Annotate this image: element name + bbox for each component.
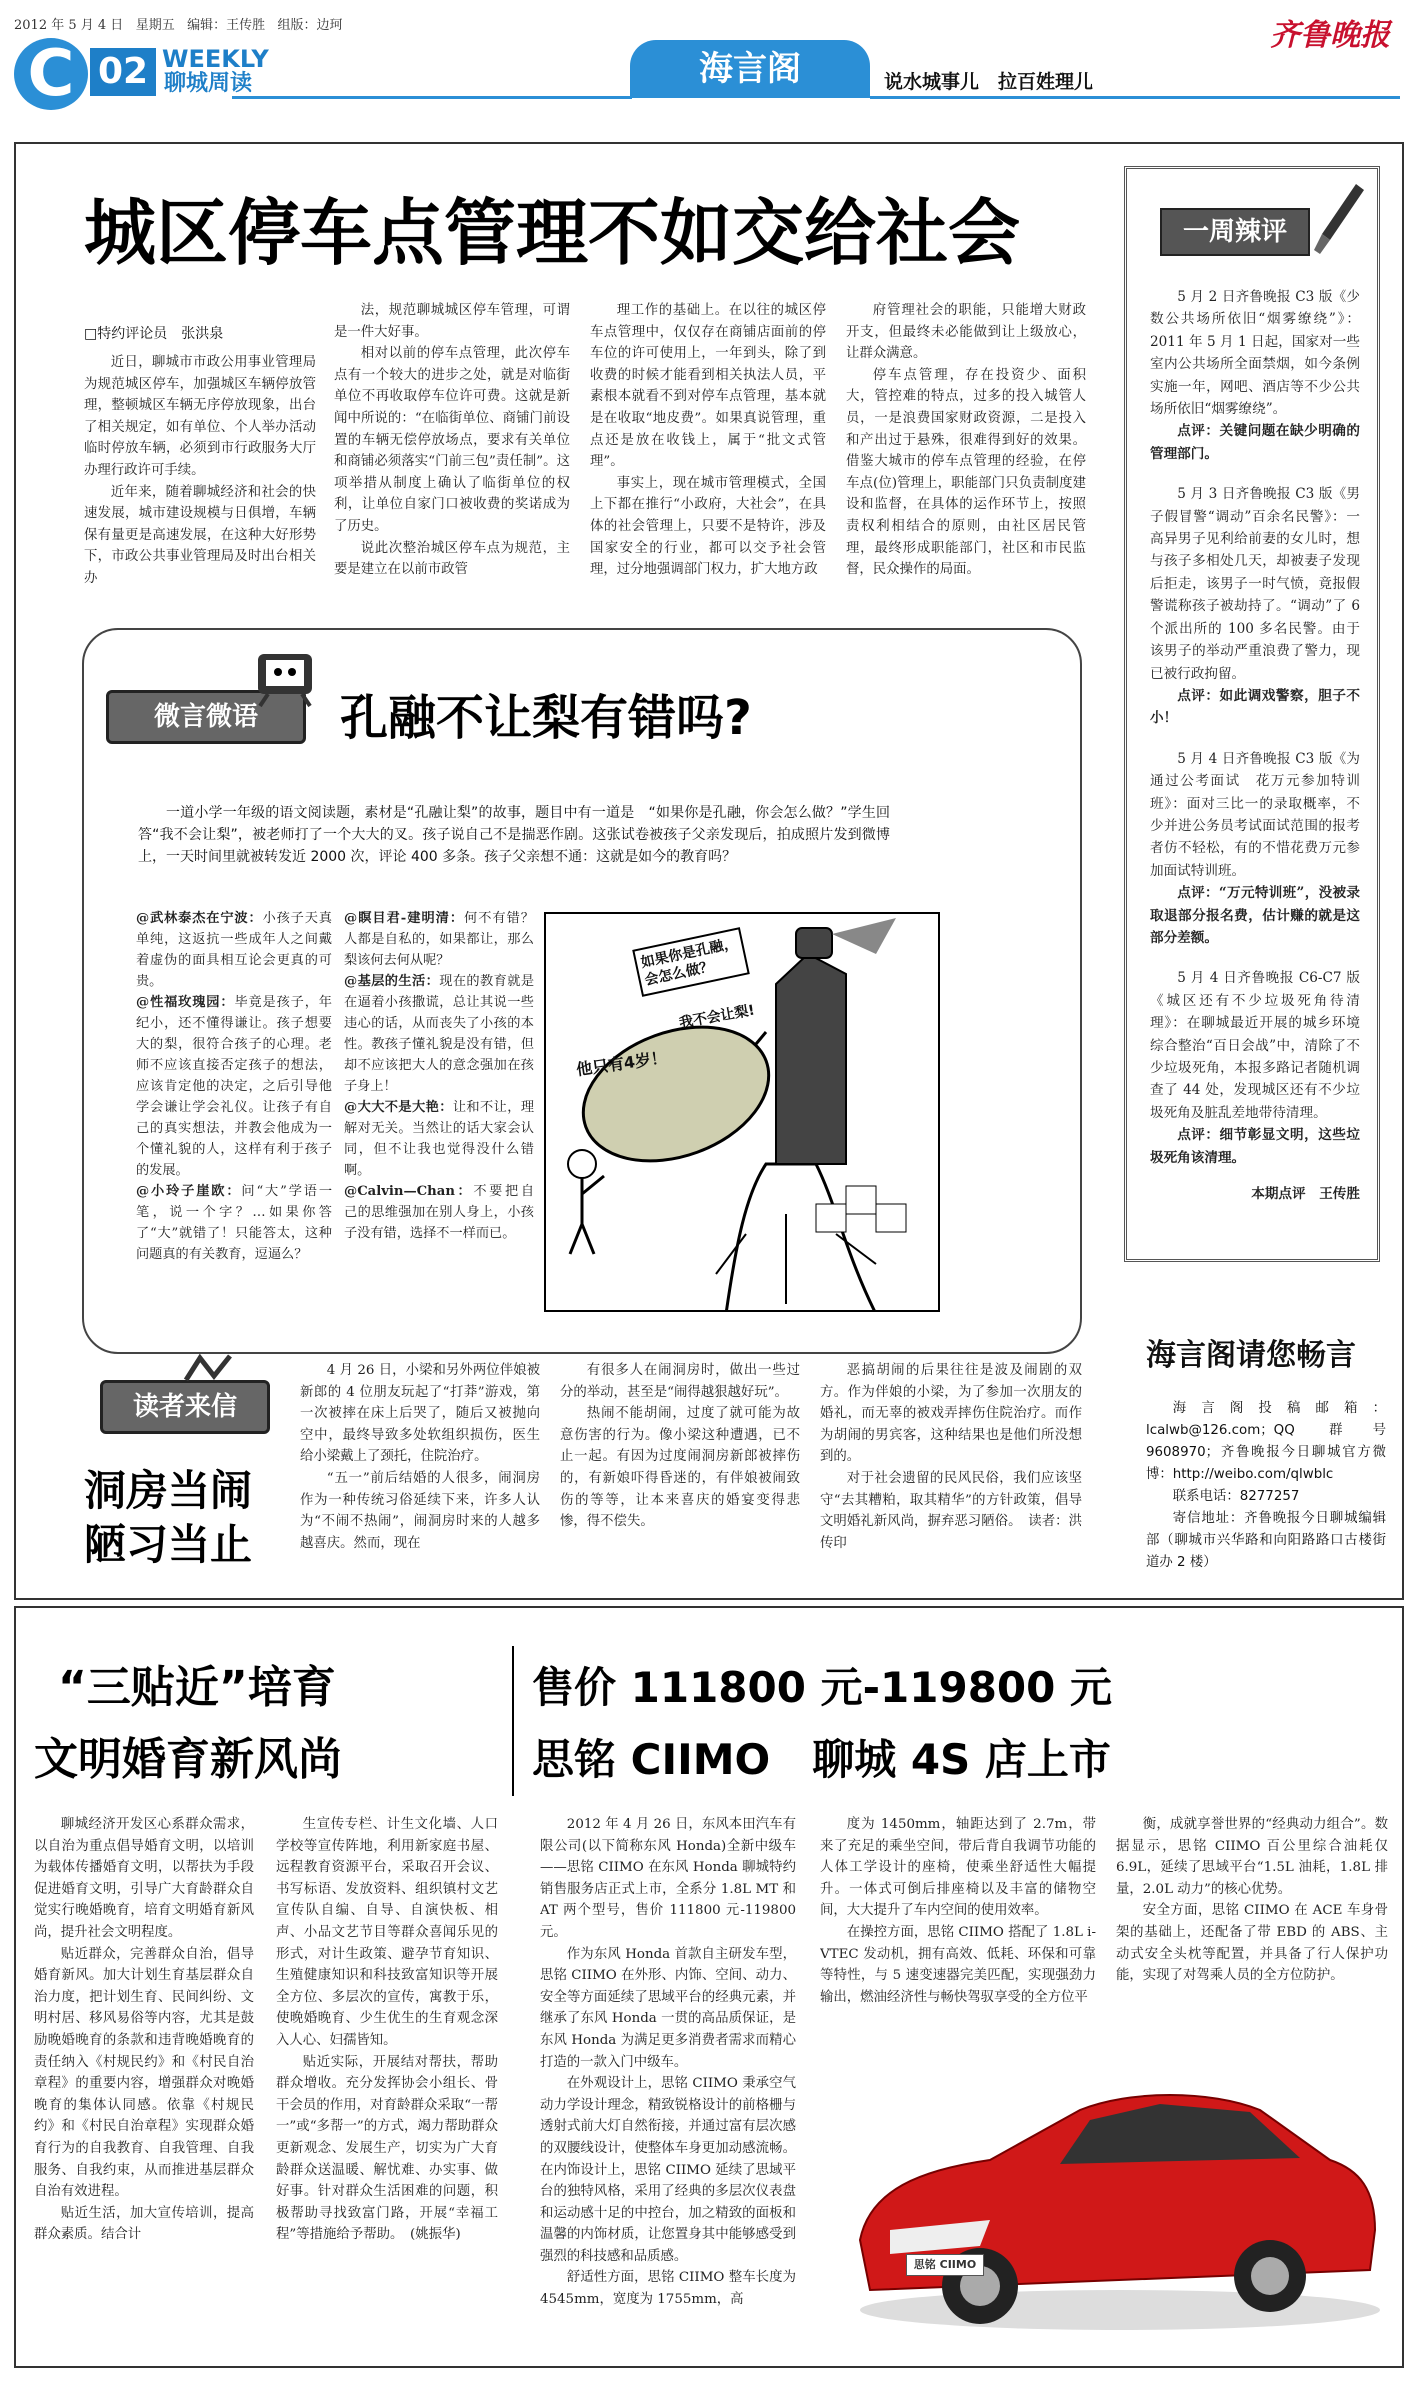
header-weekday: 星期五: [135, 18, 175, 33]
contact-address: 寄信地址：齐鲁晚报今日聊城编辑部（聊城市兴华路和向阳路路口古楼街道办 2 楼）: [1146, 1511, 1386, 1570]
header-date: 2012 年 5 月 4 日: [14, 18, 124, 33]
contact-title: 海言阁请您畅言: [1146, 1338, 1356, 1373]
page-number: 02: [90, 48, 156, 96]
weekly-cn: 聊城周读: [164, 71, 253, 96]
weekly-item-point: [1150, 420, 1360, 465]
reader-paragraph: 热闹不能胡闹，过度了就可能为故意伤害的行为。像小梁这种遭遇，已不止一起。有因为过度闹洞房新郎被摔伤的，有新娘吓得昏迷的，有伴娘被闹致伤的等等，让本来喜庆的婚宴变得悲惨，得不偿失。: [560, 1406, 800, 1530]
micro-comment-text: 毕竟是孩子，年纪小，还不懂得谦让。孩子想要大的梨，很符合孩子的心理。老师不应该直接否定孩子的想法，应该肯定他的决定，之后引导他学会谦让学会礼仪。让孩子有自己的真实想法，并教会他成为一个懂礼貌的人，这样有利于孩子的发展。: [136, 995, 332, 1178]
ad2-paragraph: 度为 1450mm，轴距达到了 2.7m，带来了充足的乘坐空间，带后背自我调节功能的人体工学设计的座椅，使乘坐舒适性大幅提升。一体式可倒后排座椅以及丰富的储物空间，大大提升了车内空间的使用效率。: [820, 1817, 1096, 1919]
ad2-column-2: [820, 1814, 1096, 2014]
column-name: 海言阁: [699, 49, 801, 89]
advertorial-divider: [512, 1646, 514, 1796]
micro-comments-left: [136, 908, 332, 1304]
ad2-paragraph: 在外观设计上，思铭 CIIMO 秉承空气动力学设计理念，精致锐格设计的前格栅与透射式前大灯自然衔接，并通过富有层次感的双腰线设计，使整体车身更加动感流畅。在内饰设计上，思铭 CIIMO 延续了思域平台的独特风格，采用了经典的多层次仪表盘和运动感十足的中控台，加之精致的面板和温馨的内饰材质，让您置身其中能够感受到强烈的科技感和品质感。: [540, 2076, 796, 2264]
micro-comment-user: @小玲子崖欧：: [136, 1184, 242, 1199]
weekly-item-text: 5 月 2 日齐鲁晚报 C3 版《少数公共场所依旧“烟雾缭绕”》：2011 年 5 月 1 日起，国家对一些室内公共场所全面禁烟，如今条例实施一年，网吧、酒店等不少公共场所依旧“烟雾缭绕”。: [1150, 289, 1360, 418]
weekly-item-point: [1150, 685, 1360, 730]
lead-byline: □特约评论员 张洪泉: [84, 326, 224, 342]
tv-character-icon: [250, 648, 330, 710]
lead-paragraph: 近年来，随着聊城经济和社会的快速发展，城市建设规模与日俱增，车辆保有量更是高速发展，在这种大好形势下，市政公共事业管理局及时出台相关办: [84, 484, 316, 586]
micro-comment: [136, 1181, 332, 1265]
lead-headline: 城区停车点管理不如交给社会: [84, 191, 1021, 275]
ad2-paragraph: 舒适性方面，思铭 CIIMO 整车长度为 4545mm，宽度为 1755mm，高: [540, 2270, 796, 2308]
contact-text: 海言阁投稿邮箱：lcalwb@126.com；QQ 群号 9608970；齐鲁晚报今日聊城官方微博：http://weibo.com/qlwblc: [1146, 1401, 1386, 1482]
section-letter: C: [27, 37, 75, 111]
ad2-paragraph: 作为东风 Honda 首款自主研发车型，思铭 CIIMO 在外形、内饰、空间、动力、安全等方面延续了思域平台的经典元素，并继承了东风 Honda 一贯的高品质保证，是东风 Honda 为满足更多消费者需求而精心打造的一款入门中级车。: [540, 1946, 796, 2070]
cartoon-bubble-answer-text: 我不会让梨!: [677, 1002, 756, 1032]
micro-badge-text: 微言微语: [153, 702, 258, 732]
micro-comment-user: @基层的生活：: [344, 974, 440, 989]
micro-comment-text: 不要把自己的思维强加在别人身上，小孩子没有错，选择不一样而已。: [344, 1184, 534, 1241]
ad2-title-line1: 售价 111800 元-119800 元: [532, 1663, 1112, 1712]
micro-title: 孔融不让梨有错吗?: [340, 690, 752, 746]
ad2-column-3: [1116, 1814, 1388, 2014]
micro-comments-right: [344, 908, 534, 1304]
cartoon: [544, 912, 940, 1312]
ad1-paragraph: 贴近群众，完善群众自治，倡导婚育新风。加大计划生育基层群众自治力度，把计划生育、民间纠纷、文明村居、移风易俗等内容，尤其是鼓励晚婚晚育的条款和违背晚婚晚育的责任纳入《村规民约》和《村民自治章程》的重要内容，增强群众对晚婚晚育的集体认同感。依靠《村规民约》和《村民自治章程》实现群众婚育行为的自我教育、自我管理、自我服务、自我约束，从而推进基层群众自治有效进程。: [34, 1946, 254, 2200]
weekly-point-text: 细节彰显文明，这些垃圾死角该清理。: [1150, 1127, 1360, 1166]
ad1-paragraph: 贴近生活，加大宣传培训，提高群众素质。结合计: [34, 2205, 254, 2243]
weekly-item: [1150, 967, 1360, 1169]
car-plate-text: 思铭 CIIMO: [913, 2258, 977, 2271]
ad2-column-1: [540, 1814, 796, 2358]
micro-intro-text: 一道小学一年级的语文阅读题，素材是“孔融让梨”的故事，题目中有一道是 “如果你是孔融，你会怎么做？”学生回答“我不会让梨”，被老师打了一个大大的叉。孩子说自己不是揣恶作剧。这张试卷被孩子父亲发现后，拍成照片发到微博上，一天时间里就被转发近 2000 次，评论 400 多条。孩子父亲想不通：这就是如今的教育吗？: [138, 805, 890, 865]
lead-paragraph: 法，规范聊城城区停车管理，可谓是一件大好事。: [334, 303, 570, 340]
reader-paragraph: 4 月 26 日，小梁和另外两位伴娘被新郎的 4 位朋友玩起了“打莽”游戏，第一次被摔在床上后哭了，随后又被抛向空中，最终导致多处软组织损伤，医生给小梁戴上了颈托，住院治疗。: [300, 1363, 540, 1465]
micro-comment-text: 问“大”学语一笔，说一个字？…如果你答了“大”就错了！只能答太，这种问题真的有关教育，逗逼么？: [136, 1184, 332, 1262]
weekly-signoff: 本期点评 王传胜: [1251, 1186, 1360, 1203]
weekly-en: WEEKLY: [162, 45, 269, 73]
lead-paragraph: 府管理社会的职能，只能增大财政开支，但最终未必能做到让上级放心，让群众满意。: [846, 303, 1086, 362]
micro-comment-text: 何不有错？人都是自私的，如果都让，那么梨该何去何从呢？: [344, 911, 534, 968]
ad1-title-line2: 文明婚育新风尚: [34, 1734, 342, 1785]
weekly-item: [1150, 286, 1360, 465]
weekly-point-text: “万元特训班”，没被录取退部分报名费，估计赚的就是这部分差额。: [1150, 885, 1360, 946]
weekly-point-text: 如此调戏警察，胆子不小！: [1150, 687, 1360, 727]
lead-column-2: [334, 300, 570, 604]
header-layout: 组版：边珂: [277, 18, 343, 33]
weekly-point-label: 点评：: [1177, 885, 1219, 902]
micro-comment-user: @Calvin—Chan：: [344, 1184, 474, 1199]
lead-column-4: [846, 300, 1086, 604]
reader-paragraph: 恶搞胡闹的后果往往是波及闹剧的双方。作为伴娘的小梁，为了参加一次朋友的婚礼，而无辜的被戏弄摔伤住院治疗。而作为胡闹的男宾客，这种结果也是他们所没想到的。: [820, 1363, 1082, 1465]
lead-paragraph: 事实上，现在城市管理模式，全国上下都在推行“小政府，大社会”，在具体的社会管理上，只要不是特许，涉及国家安全的行业，都可以交予社会管理，过分地强调部门权力，扩大地方政: [590, 475, 826, 578]
reader-column-3: [820, 1360, 1082, 1576]
ad1-paragraph: 生宣传专栏、计生文化墙、人口学校等宣传阵地，利用新家庭书屋、远程教育资源平台，采取召开会议、书写标语、发放资料、组织镇村文艺宣传队自编、自导、自演快板、相声、小品文艺节目等群众喜闻乐见的形式，对计生政策、避孕节育知识、生殖健康知识和科技致富知识等开展全方位、多层次的宣传，寓教于乐，使晚婚晚育、少生优生的生育观念深入人心、妇孺皆知。: [276, 1817, 498, 2048]
weekly-review-title: [1160, 208, 1310, 256]
ad1-paragraph: 贴近实际，开展结对帮扶，帮助群众增收。充分发挥协会小组长、骨干会员的作用，对育龄群众采取“一帮一”或“多帮一”的方式，竭力帮助群众更新观念、发展生产，切实为广大育龄群众送温暖、解忧难、办实事、做好事。针对群众生活困难的问题，积极帮助寻找致富门路，开展“幸福工程”等措施给予帮助。 (姚振华): [276, 2054, 498, 2243]
micro-comment: [344, 908, 534, 971]
column-tab: [630, 40, 870, 98]
reader-column-2: [560, 1360, 800, 1576]
weekly-item-text: 5 月 4 日齐鲁晚报 C6-C7 版《城区还有不少垃圾死角待清理》：在聊城最近开展的城乡环境综合整治“百日会战”中，清除了不少垃圾死角，本报多路记者随机调查了 44 处，发现城区还有不少垃圾死角及脏乱差地带待清理。: [1150, 970, 1360, 1121]
weekly-item-point: [1150, 1124, 1360, 1169]
micro-comment-user: @大大不是大艳：: [344, 1100, 453, 1115]
cartoon-caption-text: 他只有4岁！: [575, 1047, 668, 1080]
lead-paragraph: 说此次整治城区停车点为规范，主要是建立在以前市政管: [334, 540, 570, 578]
weekly-item: [1150, 483, 1360, 729]
contact-phone: 联系电话：8277257: [1172, 1489, 1300, 1504]
micro-comment: [344, 1181, 534, 1244]
header-rule-right: [870, 96, 1400, 99]
header-editor: 编辑：王传胜: [187, 18, 266, 33]
header-rule: [232, 96, 632, 99]
ad2-title: [532, 1652, 1112, 1796]
micro-comment: [136, 992, 332, 1181]
micro-comment-user: @武林泰杰在宁波：: [136, 911, 263, 926]
micro-comment: [344, 1097, 534, 1181]
micro-comment-user: @性福玫瑰园：: [136, 995, 235, 1010]
ad2-paragraph: 衡，成就享誉世界的“经典动力组合”。数据显示，思铭 CIIMO 百公里综合油耗仅 6.9L，延续了思域平台“1.5L 油耗，1.8L 排量，2.0L 动力”的核心优势。: [1116, 1817, 1388, 1897]
weekly-review-title-text: 一周辣评: [1182, 217, 1287, 247]
weekly-item-point: [1150, 882, 1360, 949]
reader-paragraph: 对于社会遗留的民风民俗，我们应该坚守“去其糟粕，取其精华”的方针政策，倡导文明婚礼新风尚，摒弃恶习陋俗。 读者：洪传印: [820, 1470, 1082, 1551]
ad1-title-line1: “三贴近”培育: [58, 1662, 336, 1713]
ad1-column-1: [34, 1814, 254, 2358]
micro-comment-text: 小孩子天真单纯，这返抗一些成年人之间戴着虚伪的面具相互论会更真的可贵。: [136, 911, 332, 989]
ad2-paragraph: 安全方面，思铭 CIIMO 在 ACE 车身骨架的基础上，还配备了带 EBD 的 ABS、主动式安全头枕等配置，并具备了行人保护功能，实现了对驾乘人员的全方位防护。: [1116, 1903, 1388, 1984]
micro-comment-user: @瞑目君-建明清：: [344, 911, 465, 926]
lead-paragraph: 近日，聊城市市政公用事业管理局为规范城区停车，加强城区车辆停放管理，整顿城区车辆无序停放现象，出台了相关规定，如有单位、个人举办活动临时停放车辆，必须到市行政服务大厅办理行政许可手续。: [84, 355, 316, 478]
reader-title-line1: 洞房当闹: [84, 1466, 253, 1515]
header-date-line: [14, 14, 343, 33]
ad1-paragraph: 聊城经济开发区心系群众需求，以自治为重点倡导婚育文明，以培训为载体传播婚育文明，以帮扶为手段促进婚育文明，引导广大育龄群众自觉实行晚婚晚育，培育文明婚育新风尚，提升社会文明程度。: [34, 1817, 254, 1940]
reader-column-1: [300, 1360, 540, 1576]
masthead-logo: 齐鲁晚报: [1270, 18, 1390, 53]
ad2-title-line2: 思铭 CIIMO 聊城 4S 店上市: [532, 1735, 1111, 1784]
weekly-point-text: 关键问题在缺少明确的管理部门。: [1150, 423, 1360, 462]
reader-title-line2: 陋习当止: [84, 1520, 253, 1569]
reader-paragraph: 有很多人在闹洞房时，做出一些过分的举动，甚至是“闹得越狠越好玩”。: [560, 1363, 800, 1400]
ad1-column-2: [276, 1814, 498, 2358]
micro-intro: [138, 802, 890, 868]
weekly-item: [1150, 748, 1360, 950]
weekly-item-text: 5 月 4 日齐鲁晚报 C3 版《为通过公考面试 花万元参加特训班》：面对三比一的录取概率，不少并进公务员考试面试范围的报考者仿不轻松，有的不惜花费万元参加面试特训班。: [1150, 750, 1360, 879]
reader-title: [84, 1464, 252, 1572]
weekly-review-body: [1150, 286, 1360, 1224]
micro-comment: [344, 971, 534, 1097]
ad2-paragraph: 在操控方面，思铭 CIIMO 搭配了 1.8L i-VTEC 发动机，拥有高效、低耗、环保和可靠等特性，与 5 速变速器完美匹配，实现强劲力输出，燃油经济性与畅快驾驭享受的全方位平: [820, 1924, 1096, 2005]
reader-badge-text: 读者来信: [132, 1392, 237, 1422]
micro-comment-text: 让和不让，理解对无关。当然让的话大家会认同，但不让我也觉得没什么错啊。: [344, 1100, 534, 1178]
reader-paragraph: “五一”前后结婚的人很多，闹洞房作为一种传统习俗延续下来，许多人认为“不闹不热闹”，闹洞房时来的人越多越喜庆。然而，现在: [300, 1470, 540, 1551]
ad2-paragraph: 2012 年 4 月 26 日，东风本田汽车有限公司(以下简称东风 Honda)全新中级车——思铭 CIIMO 在东风 Honda 聊城特约销售服务店正式上市，全系分 1.8L MT 和 AT 两个型号，售价 111800 元-119800 元。: [540, 1817, 796, 1940]
slogan: 说水城事儿 拉百姓理儿: [884, 71, 1094, 93]
lead-paragraph: 相对以前的停车点管理，此次停车点有一个较大的进步之处，就是对临街单位不再收取停车位许可费。这就是新闻中所说的：“在临街单位、商铺门前设置的车辆无偿停放场点，要求有关单位和商铺必须落实“门前三包”责任制”。这项举措从制度上确认了临街单位的权利，让单位自家门口被收费的奖诺成为了历史。: [334, 346, 570, 534]
lead-column-3: [590, 300, 826, 604]
lead-column-1: [84, 352, 316, 604]
micro-comment: [136, 908, 332, 992]
car-image: [830, 2040, 1390, 2340]
cheering-icon: [180, 1350, 240, 1390]
section-logo: [14, 38, 88, 110]
car-plate: [906, 2254, 984, 2276]
weekly-item-text: 5 月 3 日齐鲁晚报 C3 版《男子假冒警“调动”百余名民警》：一高异男子见利给前妻的女儿时，想与孩子多相处几天，却被妻子发现后拒走，该男子一时气愤，竟报假警谎称孩子被劫持了。“调动”了 6 个派出所的 100 多名民警。由于该男子的举动严重浪费了警力，现已被行政拘留。: [1150, 486, 1360, 682]
contact-info: [1146, 1398, 1386, 1574]
micro-comment-text: 现在的教育就是在逼着小孩撒谎，总让其说一些违心的话，从而丧失了小孩的本性。教孩子懂礼貌是没有错，但却不应该把大人的意念强加在孩子身上！: [344, 974, 534, 1094]
lead-paragraph: 停车点管理，存在投资少、面积大，管控难的特点，过多的投入城管人员，一是浪费国家财政资源，二是投入和产出过于悬殊，很难得到好的效果。借鉴大城市的停车点管理的经验，在停车点(位)管理上，职能部门只负责制度建设和监督，在具体的运作环节上，按照责权利相结合的原则，由社区居民管理，最终形成职能部门，社区和市民监督，民众操作的局面。: [846, 367, 1086, 578]
lead-paragraph: 理工作的基础上。在以往的城区停车点管理中，仅仅存在商铺店面前的停车位的许可使用上，一年到头，除了到收费的时候才能看到相关执法人员，平素根本就看不到对停车点管理，基本就是在收取“地皮费”。如果真说管理，重点还是放在收钱上，属于“批文式管理”。: [590, 303, 826, 470]
ad1-title: [34, 1652, 342, 1796]
weekly-point-label: 点评：: [1177, 423, 1220, 440]
brush-icon: [1308, 180, 1368, 260]
weekly-point-label: 点评：: [1177, 1127, 1220, 1144]
cartoon-bubble-question-text: 如果你是孔融，会怎么做？: [639, 935, 739, 989]
weekly-point-label: 点评：: [1177, 687, 1220, 704]
